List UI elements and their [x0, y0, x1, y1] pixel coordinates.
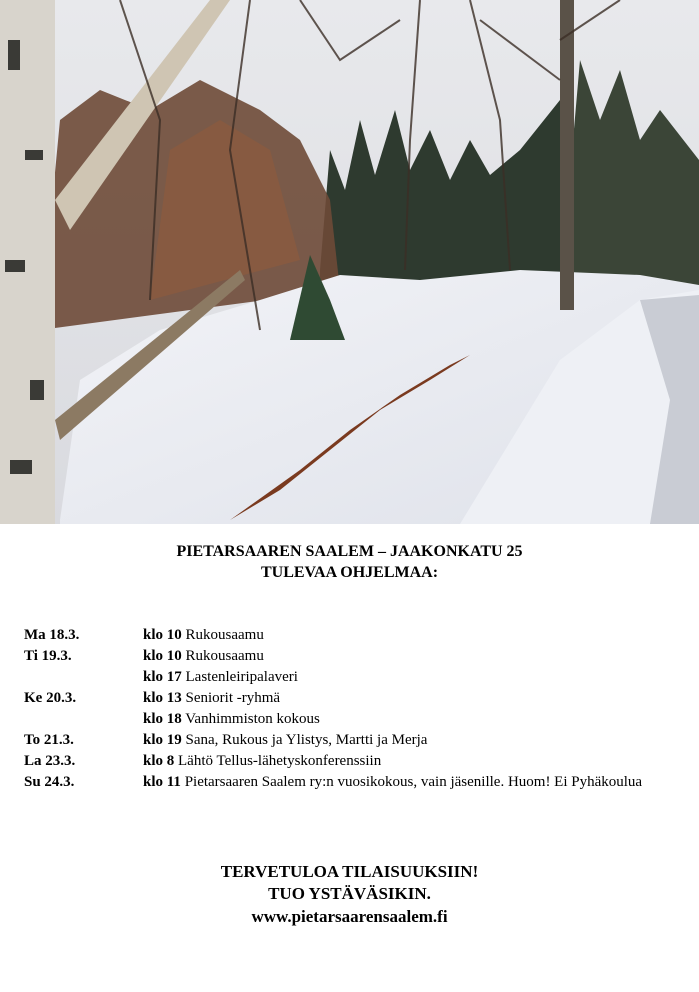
event-time: klo 11	[143, 774, 181, 790]
event-title: Pietarsaaren Saalem ry:n vuosikokous, vain jäsenille. Huom! Ei Pyhäkoulua	[184, 774, 643, 790]
list-item	[24, 709, 674, 730]
event-day: Su 24.3.	[24, 774, 75, 790]
event-time: klo 19	[143, 732, 182, 748]
event-day: Ma 18.3.	[24, 627, 80, 643]
invite-text: TUO YSTÄVÄSIKIN.	[268, 884, 431, 903]
list-item	[24, 625, 674, 646]
event-title: Lastenleiripalaveri	[185, 669, 298, 685]
list-item	[24, 646, 674, 667]
event-time: klo 10	[143, 648, 182, 664]
event-time: klo 8	[143, 753, 175, 769]
list-item	[24, 751, 674, 772]
event-title: Rukousaamu	[185, 648, 264, 664]
list-item	[24, 772, 674, 793]
list-item	[24, 730, 674, 751]
event-title: Seniorit -ryhmä	[185, 690, 281, 706]
event-title: Rukousaamu	[185, 627, 264, 643]
event-title: Lähtö Tellus-lähetyskonferenssiin	[178, 753, 382, 769]
event-day: Ke 20.3.	[24, 690, 77, 706]
welcome-text: TERVETULOA TILAISUUKSIIN!	[220, 862, 479, 881]
list-item	[24, 667, 674, 688]
event-time: klo 18	[143, 711, 182, 727]
event-title: Sana, Rukous ja Ylistys, Martti ja Merja	[185, 732, 428, 748]
list-item	[24, 688, 674, 709]
schedule-list	[24, 625, 674, 793]
event-day: La 23.3.	[24, 753, 76, 769]
event-day: Ti 19.3.	[24, 648, 72, 664]
page-title: PIETARSAAREN SAALEM – JAAKONKATU 25	[176, 543, 523, 560]
event-day: To 21.3.	[24, 732, 74, 748]
event-time: klo 17	[143, 669, 182, 685]
event-time: klo 10	[143, 627, 182, 643]
page-subtitle: TULEVAA OHJELMAA:	[260, 564, 439, 581]
website-link[interactable]: www.pietarsaarensaalem.fi	[251, 907, 448, 926]
event-title: Vanhimmiston kokous	[185, 711, 320, 727]
event-time: klo 13	[143, 690, 182, 706]
